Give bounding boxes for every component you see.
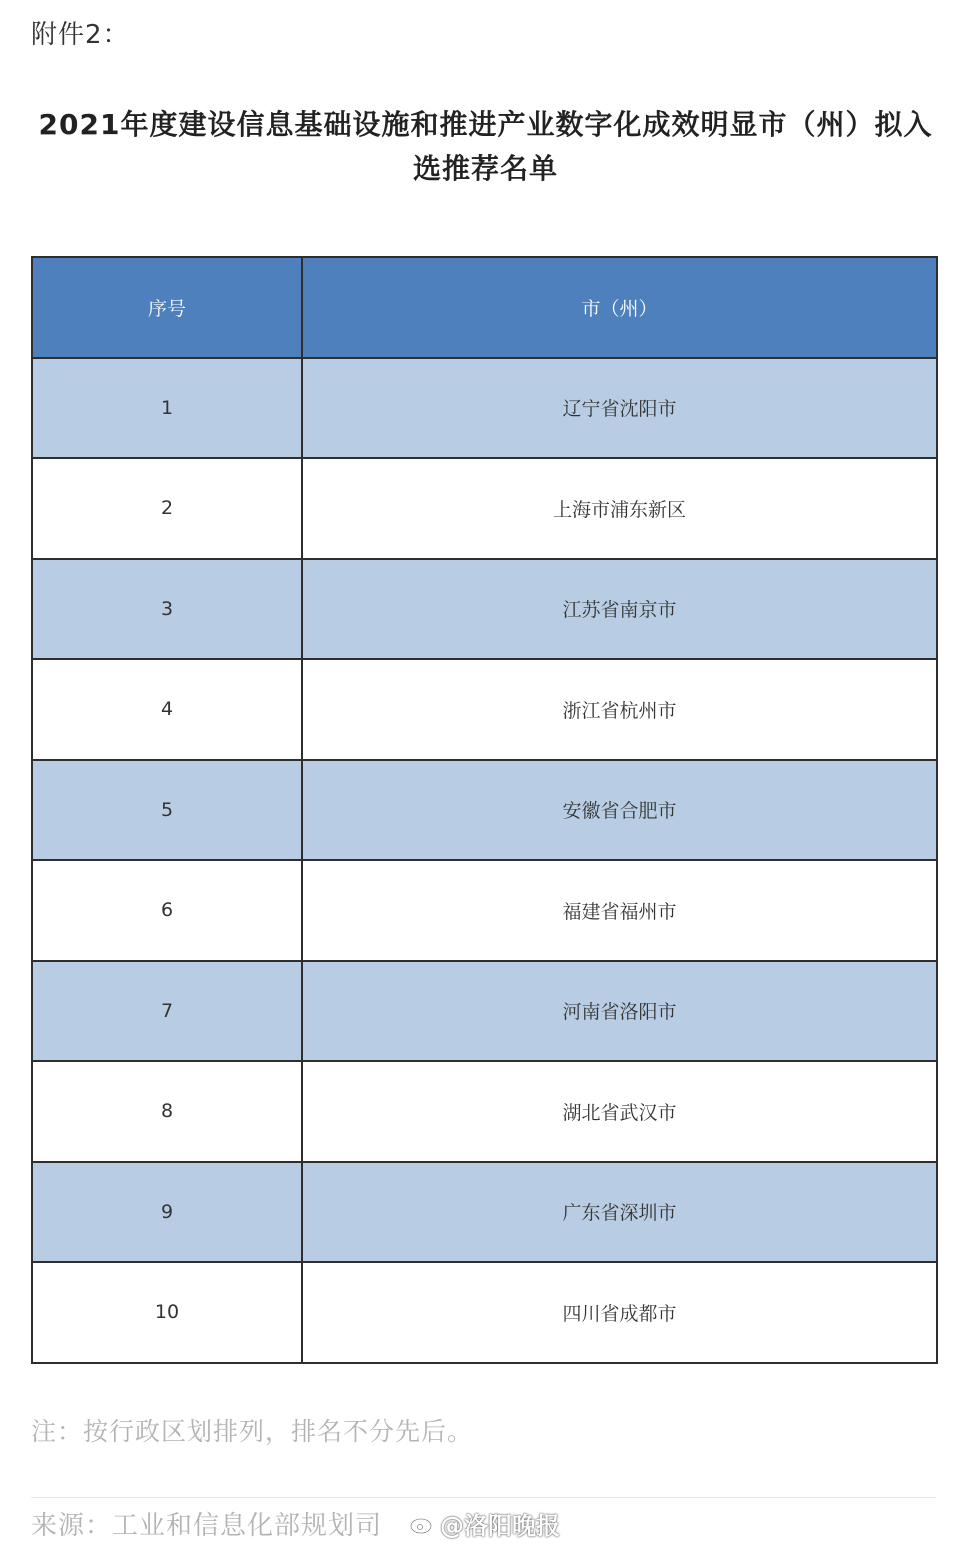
table-row xyxy=(32,760,937,861)
column-header-number: 序号 xyxy=(32,257,302,358)
row-number: 9 xyxy=(32,1162,302,1263)
attachment-label: 附件2： xyxy=(31,20,130,50)
row-city: 安徽省合肥市 xyxy=(302,760,937,861)
row-city: 辽宁省沈阳市 xyxy=(302,358,937,459)
row-number: 5 xyxy=(32,760,302,861)
table-row xyxy=(32,860,937,961)
divider xyxy=(31,1497,936,1498)
row-city: 湖北省武汉市 xyxy=(302,1061,937,1162)
document-title xyxy=(0,103,971,191)
table-row xyxy=(32,659,937,760)
row-city: 四川省成都市 xyxy=(302,1262,937,1363)
table-row xyxy=(32,559,937,660)
city-list-table xyxy=(31,256,938,1364)
table-row xyxy=(32,1262,937,1363)
table-row xyxy=(32,358,937,459)
row-number: 10 xyxy=(32,1262,302,1363)
watermark-text: @洛阳晚报 xyxy=(440,1512,560,1540)
weibo-icon xyxy=(410,1514,436,1534)
footnote: 注：按行政区划排列，排名不分先后。 xyxy=(31,1417,474,1446)
row-city: 河南省洛阳市 xyxy=(302,961,937,1062)
row-city: 上海市浦东新区 xyxy=(302,458,937,559)
table-row xyxy=(32,458,937,559)
row-city: 广东省深圳市 xyxy=(302,1162,937,1263)
row-city: 江苏省南京市 xyxy=(302,559,937,660)
title-line-2: 选推荐名单 xyxy=(412,152,558,185)
title-line-1: 2021年度建设信息基础设施和推进产业数字化成效明显市（州）拟入 xyxy=(38,108,933,141)
row-city: 浙江省杭州市 xyxy=(302,659,937,760)
table-row xyxy=(32,961,937,1062)
row-number: 6 xyxy=(32,860,302,961)
row-number: 8 xyxy=(32,1061,302,1162)
source-line: 来源：工业和信息化部规划司 xyxy=(31,1511,383,1541)
table-row xyxy=(32,1162,937,1263)
watermark xyxy=(410,1506,560,1541)
row-number: 1 xyxy=(32,358,302,459)
row-number: 7 xyxy=(32,961,302,1062)
row-number: 3 xyxy=(32,559,302,660)
table-header-row xyxy=(32,257,937,358)
table-row xyxy=(32,1061,937,1162)
column-header-city: 市（州） xyxy=(302,257,937,358)
row-number: 2 xyxy=(32,458,302,559)
row-city: 福建省福州市 xyxy=(302,860,937,961)
row-number: 4 xyxy=(32,659,302,760)
